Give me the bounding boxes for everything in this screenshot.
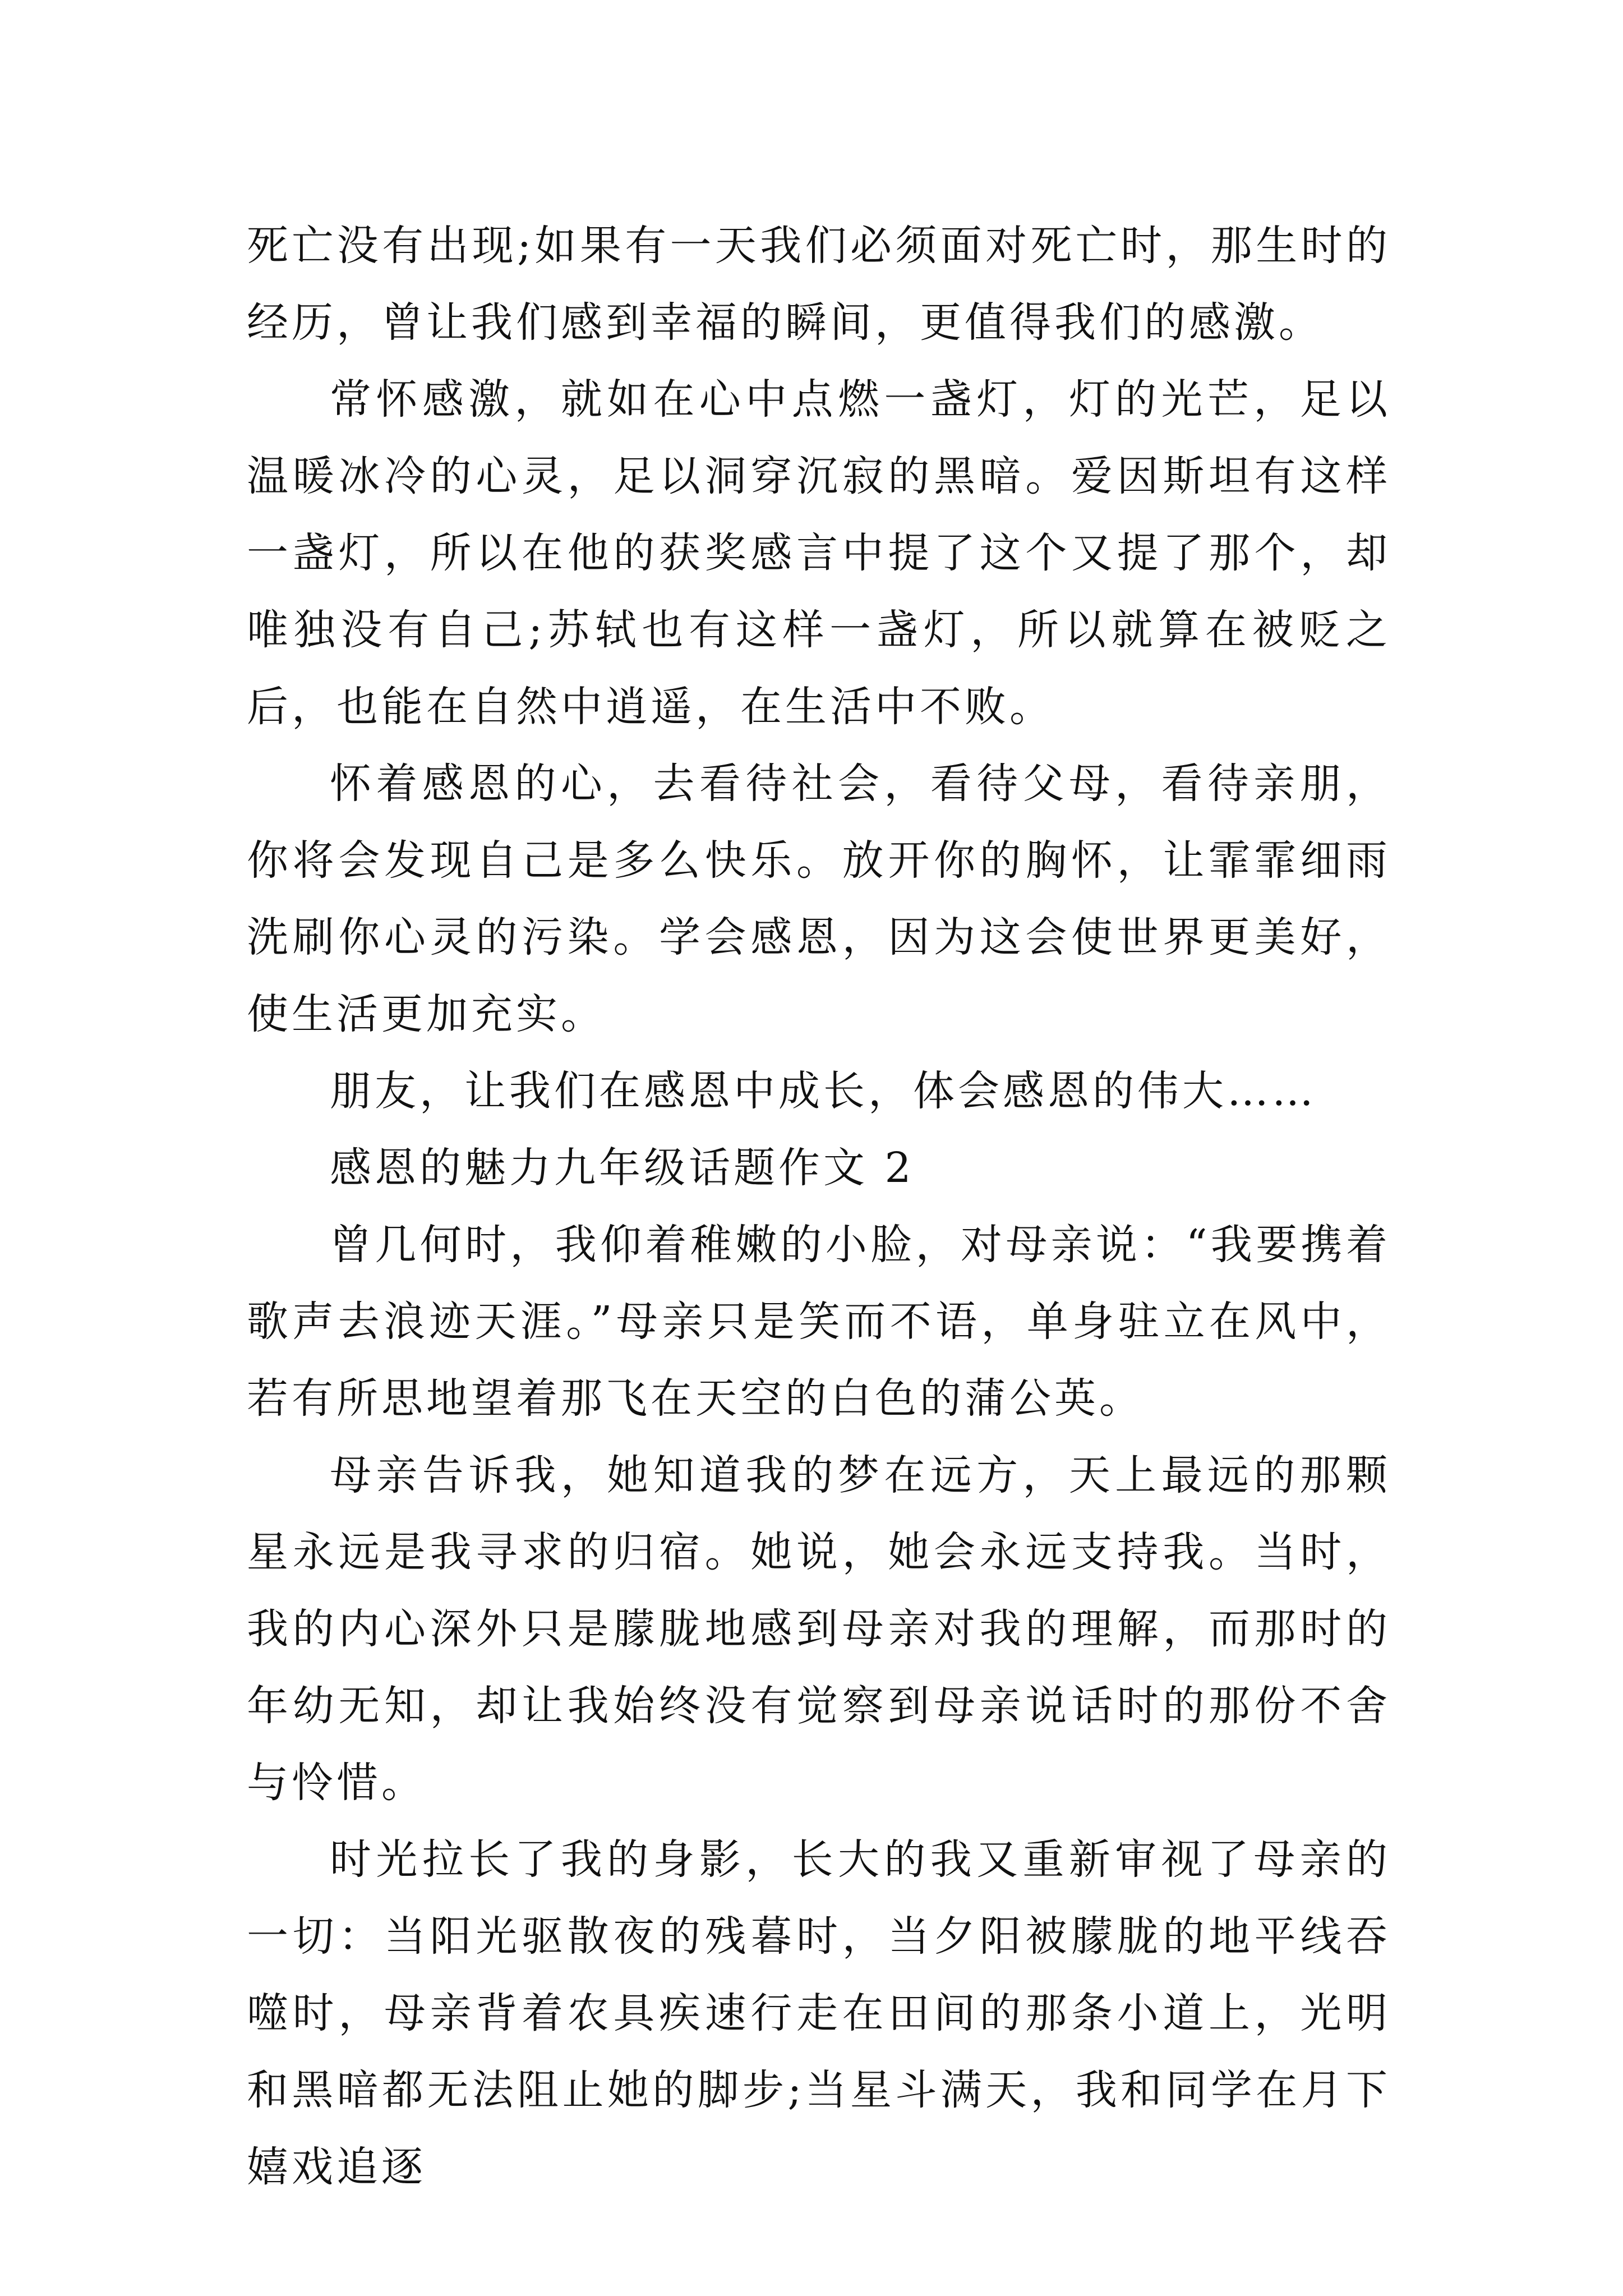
paragraph-3: 怀着感恩的心，去看待社会，看待父母，看待亲朋，你将会发现自己是多么快乐。放开你的胸怀，让霏霏细雨洗刷你心灵的污染。学会感恩，因为这会使世界更美好，使生活更加充实。: [247, 760, 1391, 1038]
paragraph-4: 朋友，让我们在感恩中成长，体会感恩的伟大……: [330, 1067, 1317, 1115]
paragraph-1: 死亡没有出现;如果有一天我们必须面对死亡时，那生时的经历，曾让我们感到幸福的瞬间，更值得我们的感激。: [247, 222, 1391, 347]
paragraph-6: 母亲告诉我，她知道我的梦在远方，天上最远的那颗星永远是我寻求的归宿。她说，她会永远支持我。当时，我的内心深外只是朦胧地感到母亲对我的理解，而那时的年幼无知，却让我始终没有觉察到母亲说话时的那份不舍与怜惜。: [247, 1451, 1391, 1807]
paragraph-5: 曾几何时，我仰着稚嫩的小脸，对母亲说：“我要携着歌声去浪迹天涯。”母亲只是笑而不语，单身驻立在风中，若有所思地望着那飞在天空的白色的蒲公英。: [247, 1221, 1391, 1423]
essay-heading: 感恩的魅力九年级话题作文 2: [330, 1144, 915, 1192]
document-body: [247, 208, 1391, 2206]
paragraph-2: 常怀感激，就如在心中点燃一盏灯，灯的光芒，足以温暖冰冷的心灵，足以洞穿沉寂的黑暗。爱因斯坦有这样一盏灯，所以在他的获奖感言中提了这个又提了那个，却唯独没有自己;苏轼也有这样一盏灯，所以就算在被贬之后，也能在自然中逍遥，在生活中不败。: [247, 375, 1391, 731]
paragraph-7: 时光拉长了我的身影，长大的我又重新审视了母亲的一切：当阳光驱散夜的残暮时，当夕阳被朦胧的地平线吞噬时，母亲背着农具疾速行走在田间的那条小道上，光明和黑暗都无法阻止她的脚步;当星斗满天，我和同学在月下嬉戏追逐: [247, 1835, 1391, 2191]
